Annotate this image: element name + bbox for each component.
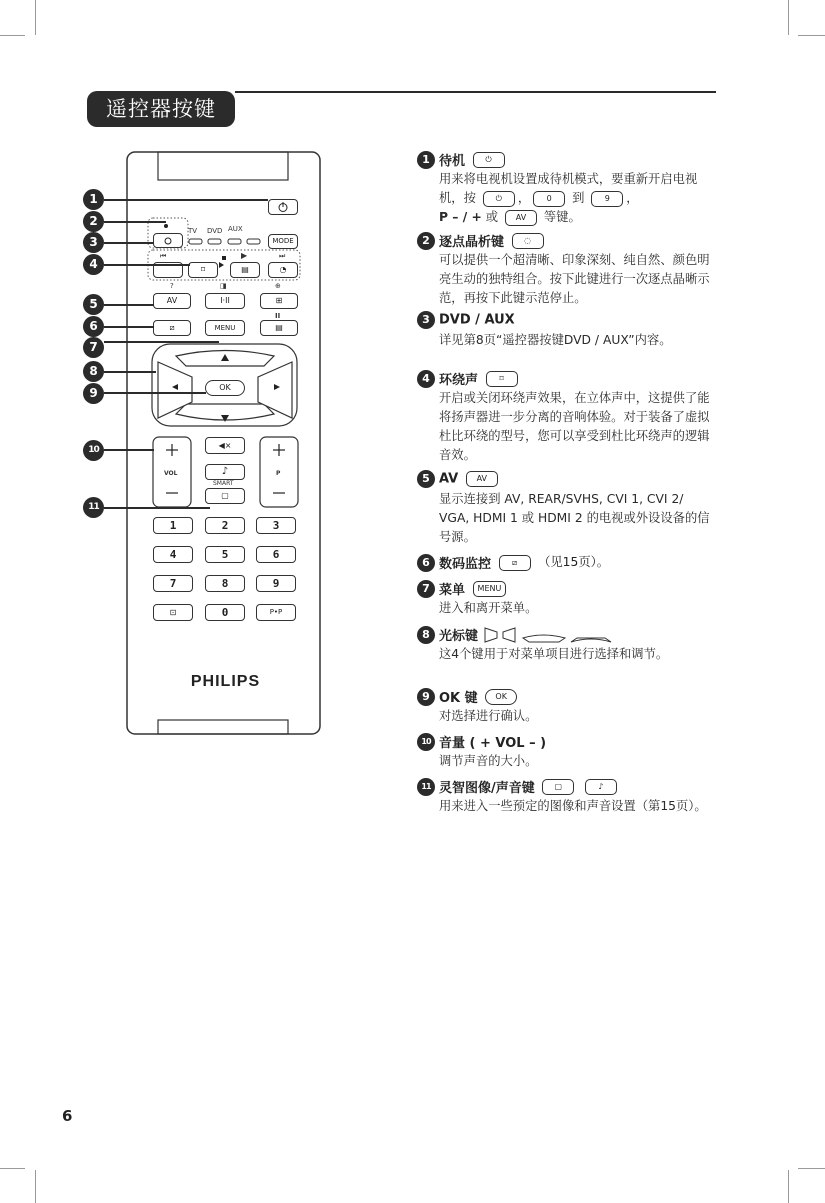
item-number: 9 <box>417 688 435 706</box>
info-icon: ? <box>170 282 174 290</box>
dual-screen-icon: I·II <box>220 296 230 305</box>
pixel-plus-icon: ◌ <box>512 233 544 249</box>
callout-6: 6 <box>83 316 104 337</box>
cursor-left-icon <box>503 628 515 642</box>
clock-icon: ◔ <box>279 265 287 274</box>
av-icon: AV <box>466 471 498 487</box>
leader-line <box>104 264 190 266</box>
vol-label: VOL <box>164 470 178 477</box>
pixel-plus-button[interactable] <box>153 233 183 248</box>
crop-mark <box>798 1168 825 1169</box>
digit-button-3[interactable]: 3 <box>256 517 296 534</box>
leader-line <box>104 199 268 201</box>
item-description: 这4个键用于对菜单项目进行选择和调节。 <box>439 647 669 661</box>
ok-button[interactable]: OK <box>205 380 245 396</box>
digit-button-0[interactable]: 0 <box>205 604 245 621</box>
callout-9: 9 <box>83 383 104 404</box>
pip-button[interactable] <box>153 604 193 621</box>
av-icon: AV <box>505 210 537 226</box>
digit-button-2[interactable]: 2 <box>205 517 245 534</box>
item-description: 详见第8页“遥控器按键DVD / AUX”内容。 <box>439 333 672 347</box>
item-number: 3 <box>417 311 435 329</box>
item-number: 5 <box>417 470 435 488</box>
leader-line <box>104 341 219 343</box>
item-suffix: （见15页）。 <box>538 555 610 569</box>
leader-line <box>104 326 154 328</box>
item-number: 11 <box>417 778 435 796</box>
smart-picture-icon: ▢ <box>221 491 229 500</box>
active-control-icon: ⧄ <box>499 555 531 571</box>
play-icon: ▶ <box>241 251 248 260</box>
digit-0-icon: 0 <box>533 191 565 207</box>
p-label: P <box>276 470 281 477</box>
item-volume <box>417 732 717 771</box>
digit-button-6[interactable]: 6 <box>256 546 296 563</box>
smart-sound-icon: ♪ <box>585 779 617 795</box>
forward-icon: ⏭ <box>279 252 286 260</box>
leader-line <box>104 449 154 451</box>
smart-picture-button[interactable] <box>205 488 245 504</box>
item-title: 数码监控 <box>439 557 492 572</box>
smart-label: SMART <box>213 480 234 487</box>
zoom-icon: ⊕ <box>275 282 281 290</box>
item-smart <box>417 777 717 816</box>
item-active-control <box>417 552 717 572</box>
item-title: 音量 ( + VOL – ) <box>439 736 547 751</box>
item-surround <box>417 369 717 465</box>
surround-icon: ⌑ <box>200 265 206 274</box>
item-number: 4 <box>417 370 435 388</box>
smart-picture-icon: ▢ <box>542 779 574 795</box>
item-number: 8 <box>417 626 435 644</box>
item-number: 2 <box>417 232 435 250</box>
dual-screen-button[interactable] <box>205 293 245 309</box>
item-title: 逐点晶析键 <box>439 235 505 250</box>
teletext-button[interactable] <box>230 262 260 278</box>
leader-line <box>104 371 156 373</box>
surround-icon: ⌑ <box>486 371 518 387</box>
dvd-label: DVD <box>207 227 223 235</box>
digit-button-8[interactable]: 8 <box>205 575 245 592</box>
power-icon <box>269 200 297 214</box>
leader-line <box>104 304 154 306</box>
item-description: 进入和离开菜单。 <box>439 601 538 615</box>
item-number: 6 <box>417 554 435 572</box>
item-description: 开启或关闭环绕声效果，在立体声中，这提供了能将扬声器进一步分离的音响体验。对于装备了虚拟杜比环绕的型号，您可以享受到杜比环绕声的逻辑音效。 <box>439 391 710 462</box>
ok-icon: OK <box>485 689 517 705</box>
power-icon: ⏻ <box>473 152 505 168</box>
aux-label: AUX <box>228 225 243 233</box>
mode-button[interactable]: MODE <box>268 234 298 249</box>
format-icon: ⊞ <box>275 296 283 305</box>
item-description: 用来进入一些预定的图像和声音设置（第15页）。 <box>439 799 707 813</box>
item-description: 显示连接到 AV, REAR/SVHS, CVI 1, CVI 2/ VGA, HDMI 1 或 HDMI 2 的电视或外设设备的信号源。 <box>439 492 710 544</box>
power-button[interactable] <box>268 199 298 215</box>
active-control-icon: ⧄ <box>169 323 175 332</box>
rewind-icon: ⏮ <box>160 252 167 260</box>
item-title: OK 键 <box>439 691 478 706</box>
callout-1: 1 <box>83 189 104 210</box>
item-dvd-aux <box>417 311 717 350</box>
cursor-right-icon <box>485 628 497 642</box>
callout-2: 2 <box>83 211 104 232</box>
callout-4: 4 <box>83 254 104 275</box>
page-number: 6 <box>62 1107 73 1125</box>
item-title: AV <box>439 471 459 487</box>
digit-9-icon: 9 <box>591 191 623 207</box>
item-number: 1 <box>417 151 435 169</box>
item-title: 灵智图像/声音键 <box>439 781 535 796</box>
callout-10: 10 <box>83 440 104 461</box>
item-ok <box>417 687 717 726</box>
item-number: 7 <box>417 580 435 598</box>
menu-icon: MENU <box>473 581 507 597</box>
power-icon: ⏻ <box>483 191 515 207</box>
digit-button-5[interactable]: 5 <box>205 546 245 563</box>
mute-icon: ◀× <box>218 441 232 450</box>
item-menu <box>417 579 717 618</box>
item-description: 对选择进行确认。 <box>439 709 538 723</box>
cursor-up-icon <box>523 635 565 642</box>
leader-line <box>104 221 166 223</box>
cursor-down-icon <box>571 638 611 642</box>
smart-sound-button[interactable] <box>205 464 245 480</box>
list-icon: ▤ <box>275 323 283 332</box>
item-title: 待机 <box>439 154 466 169</box>
crop-mark <box>788 1170 789 1203</box>
active-control-button[interactable] <box>153 320 191 336</box>
leader-line <box>104 507 210 509</box>
pause-icon: II <box>275 312 281 320</box>
split-icon: ◨ <box>220 282 227 290</box>
list-button[interactable] <box>260 320 298 336</box>
crop-mark <box>0 1168 25 1169</box>
item-title: DVD / AUX <box>439 312 515 328</box>
brand-logo: PHILIPS <box>190 673 261 690</box>
callout-5: 5 <box>83 294 104 315</box>
item-description: 可以提供一个超清晰、印象深刻、纯自然、颜色明亮生动的独特组合。按下此键进行一次逐点晶晰示范，再按下此键示范停止。 <box>439 253 710 305</box>
leader-line <box>104 242 154 244</box>
item-description: 用来将电视机设置成待机模式，要重新开启电视机，按 ⏻ ， 0 到 9 ， P – / + 或 AV 等键。 <box>439 172 698 224</box>
page-title: 遥控器按键 <box>87 91 235 127</box>
av-button[interactable]: AV <box>153 293 191 309</box>
pip-icon: ⊡ <box>169 608 177 617</box>
callout-11: 11 <box>83 497 104 518</box>
item-cursor <box>417 625 717 664</box>
clock-button[interactable] <box>268 262 298 278</box>
leader-line <box>104 392 206 394</box>
digit-button-1[interactable]: 1 <box>153 517 193 534</box>
format-button[interactable] <box>260 293 298 309</box>
item-standby <box>417 150 717 227</box>
item-title: 光标键 <box>439 629 479 644</box>
item-title: 菜单 <box>439 583 466 598</box>
callout-3: 3 <box>83 232 104 253</box>
mute-button[interactable] <box>205 437 245 454</box>
menu-button[interactable]: MENU <box>205 320 245 336</box>
tv-label: TV <box>188 227 198 235</box>
digit-button-9[interactable]: 9 <box>256 575 296 592</box>
cursor-keys-icons <box>483 626 613 644</box>
digit-button-4[interactable]: 4 <box>153 546 193 563</box>
item-av <box>417 470 717 547</box>
surround-button-2[interactable] <box>188 262 218 278</box>
pp-button[interactable]: P•P <box>256 604 296 621</box>
teletext-icon: ▤ <box>241 265 249 274</box>
item-title: 环绕声 <box>439 373 479 388</box>
pixel-plus-icon <box>154 234 182 247</box>
smart-sound-icon: ♪ <box>221 466 229 477</box>
item-number: 10 <box>417 733 435 751</box>
digit-button-7[interactable]: 7 <box>153 575 193 592</box>
item-pixel-plus <box>417 231 717 308</box>
callout-8: 8 <box>83 361 104 382</box>
item-description: 调节声音的大小。 <box>439 754 538 768</box>
crop-mark <box>35 1170 36 1203</box>
callout-7: 7 <box>83 337 104 358</box>
